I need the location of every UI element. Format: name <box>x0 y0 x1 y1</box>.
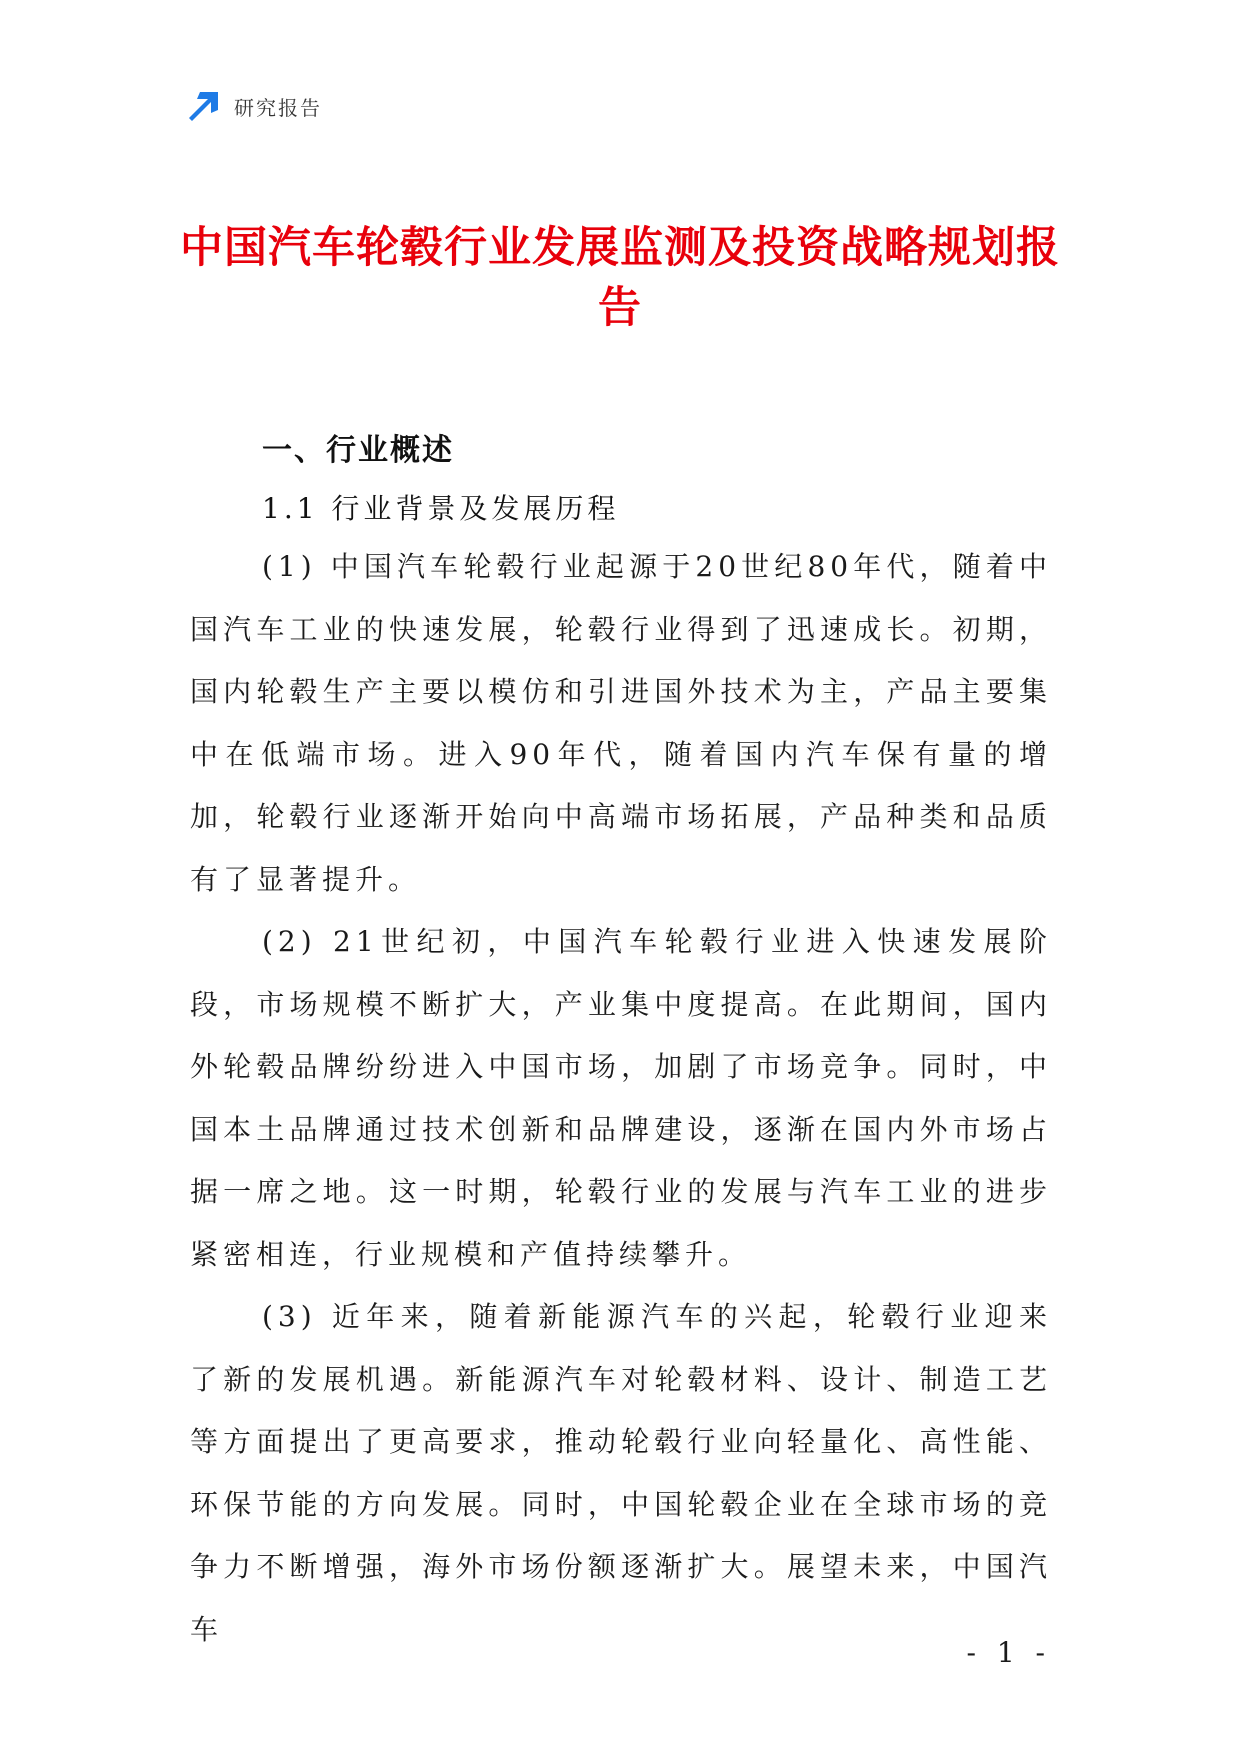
page-number: - 1 - <box>966 1636 1051 1669</box>
header-label: 研究报告 <box>234 95 322 120</box>
page-header <box>188 88 322 124</box>
paragraph-3: (3) 近年来，随着新能源汽车的兴起，轮毂行业迎来了新的发展机遇。新能源汽车对轮毂材料、设计、制造工艺等方面提出了更高要求，推动轮毂行业向轻量化、高性能、环保节能的方向发展。同时，中国轮毂企业在全球市场的竞争力不断增强，海外市场份额逐渐扩大。展望未来，中国汽车 <box>190 1300 1052 1646</box>
document-title: 中国汽车轮毂行业发展监测及投资战略规划报告 <box>180 223 1060 333</box>
subsection-heading: 1.1 行业背景及发展历程 <box>262 492 620 525</box>
body-content <box>190 536 1052 1661</box>
paragraph-2: (2) 21世纪初，中国汽车轮毂行业进入快速发展阶段，市场规模不断扩大，产业集中度提高。在此期间，国内外轮毂品牌纷纷进入中国市场，加剧了市场竞争。同时，中国本土品牌通过技术创新和品牌建设，逐渐在国内外市场占据一席之地。这一时期，轮毂行业的发展与汽车工业的进步紧密相连，行业规模和产值持续攀升。 <box>190 925 1052 1271</box>
paragraph-1: (1) 中国汽车轮毂行业起源于20世纪80年代，随着中国汽车工业的快速发展，轮毂行业得到了迅速成长。初期，国内轮毂生产主要以模仿和引进国外技术为主，产品主要集中在低端市场。进入90年代，随着国内汽车保有量的增加，轮毂行业逐渐开始向中高端市场拓展，产品种类和品质有了显著提升。 <box>190 550 1052 896</box>
arrow-up-right-icon <box>188 90 220 122</box>
section-heading: 一、行业概述 <box>262 433 454 468</box>
